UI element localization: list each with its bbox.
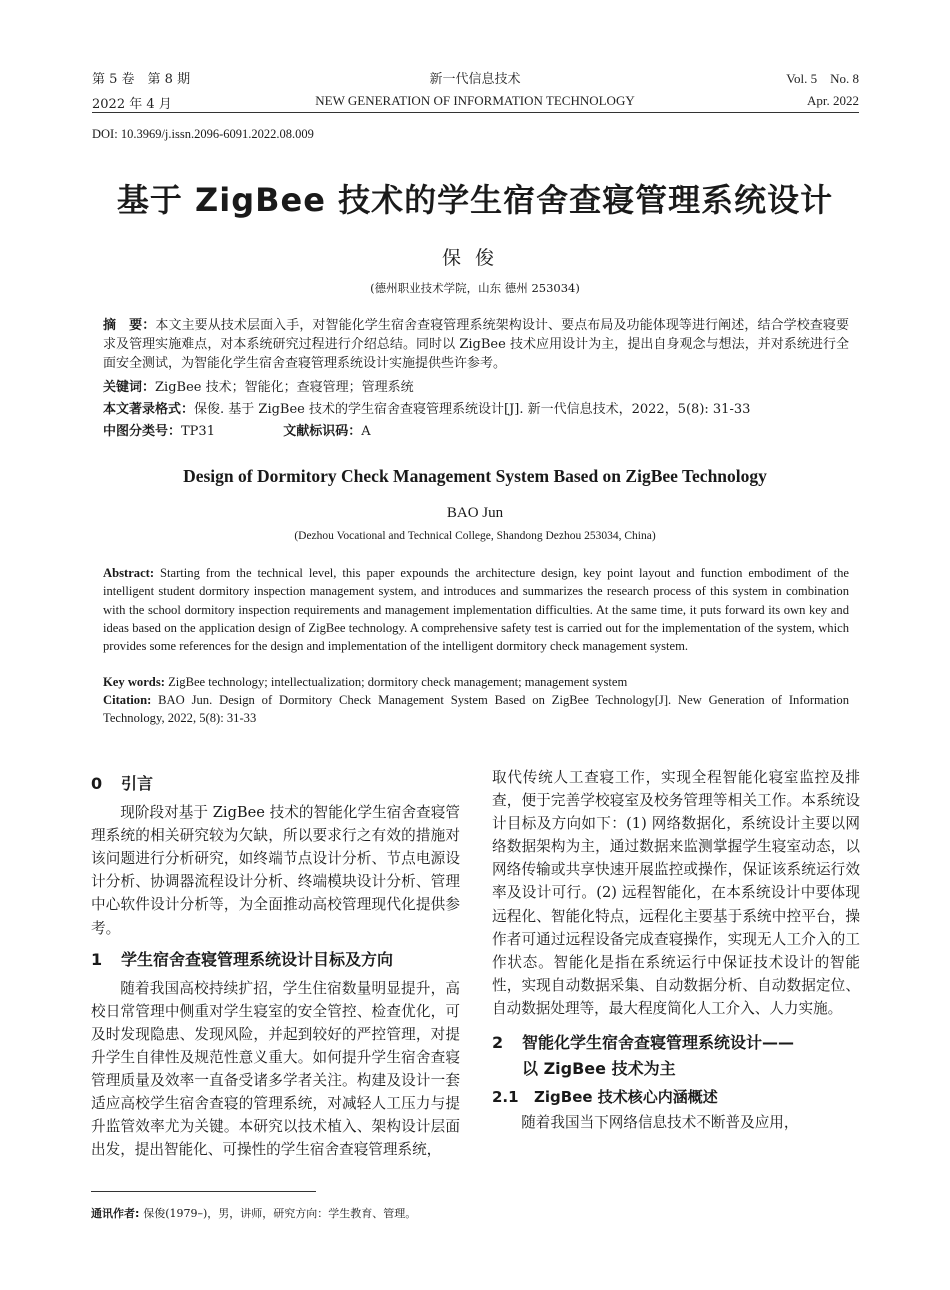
cn-keywords-label: 关键词： [103, 380, 156, 395]
header-date-cn: 2022 年 4 月 [92, 97, 172, 112]
section-2-1-title: ZigBee 技术核心内涵概述 [534, 1088, 718, 1107]
footnote-label: 通讯作者: [91, 1207, 144, 1220]
cn-citation-label: 本文著录格式： [103, 402, 195, 417]
cn-keywords [103, 378, 849, 397]
header-vol-no: Vol. 5 No. 8 [786, 71, 859, 86]
left-column [91, 772, 460, 1162]
header-volume-issue: 第 5 卷 第 8 期 [92, 72, 191, 87]
footnote-rule [91, 1191, 316, 1192]
cn-citation-text: 保俊. 基于 ZigBee 技术的学生宿舍查寝管理系统设计[J]. 新一代信息技术，2022，5(8): 31-33 [194, 402, 751, 417]
clc-value: TP31 [181, 424, 215, 439]
section-1-number: 1 [91, 949, 103, 969]
doi: DOI: 10.3969/j.issn.2096-6091.2022.08.009 [92, 127, 314, 141]
en-abstract [103, 564, 849, 655]
section-0-heading [91, 772, 460, 795]
en-author: BAO Jun [446, 505, 504, 521]
doc-code-value: A [361, 424, 371, 439]
section-0-number: 0 [91, 774, 103, 793]
right-column [492, 766, 860, 1134]
section-2-heading [492, 1030, 860, 1082]
cn-abstract-label: 摘 要： [103, 318, 156, 333]
author-affiliation: (德州职业技术学院，山东 德州 253034) [370, 281, 580, 295]
en-affiliation: (Dezhou Vocational and Technical College, Shandong Dezhou 253034, China) [294, 530, 656, 542]
section-0-paragraph: 现阶段对基于 ZigBee 技术的智能化学生宿舍查寝管理系统的相关研究较为欠缺，所以要求行之有效的措施对该问题进行分析研究，如终端节点设计分析、节点电源设计分析、协调器流程设计分析、终端模块设计分析、管理中心软件设计分析等，为全面推动高校管理现代化提供参考。 [91, 804, 460, 937]
section-2-1-heading [492, 1086, 860, 1109]
en-title: Design of Dormitory Check Management System Based on ZigBee Technology [183, 466, 767, 486]
section-2-title-line2: 以 ZigBee 技术为主 [522, 1059, 676, 1079]
clc-label: 中图分类号： [103, 424, 182, 439]
section-0-title: 引言 [121, 774, 154, 793]
en-abstract-text: Starting from the technical level, this paper expounds the architecture design, key point layout and function embodiment of the intelligent student dormitory inspection management system, and introduces and summarizes the research process of this system in combination with the school dormitory inspection requirements and management implementation difficulties. At the same time, it puts forward its own key and ideas based on the application design of ZigBee technology. A comprehensive safety test is carried out for the implementation of the system, which provides some references for the design and implementation of the intelligent dormitory check management system. [103, 566, 849, 654]
section-2-1-paragraph: 随着我国当下网络信息技术不断普及应用， [521, 1114, 799, 1132]
en-keywords-label: Key words: [103, 675, 165, 689]
section-2-number: 2 [492, 1033, 504, 1053]
author-name: 保俊 [441, 247, 508, 269]
en-abstract-label: Abstract: [103, 566, 155, 580]
cn-keywords-text: ZigBee 技术；智能化；查寝管理；管理系统 [155, 380, 414, 395]
paper-title: 基于 ZigBee 技术的学生宿舍查寝管理系统设计 [116, 181, 834, 219]
section-1-heading [91, 948, 460, 971]
right-column-paragraph: 取代传统人工查寝工作，实现全程智能化寝室监控及排查，便于完善学校寝室及校务管理等相关工作。本系统设计目标及方向如下：(1) 网络数据化，系统设计主要以网络数据架构为主，通过数据来监测掌握学生寝室动态，以网络传输或共享快速开展监控或操作，保证该系统运行效率及设计可行。(2) 远程智能化，在本系统设计中要体现远程化、智能化特点，远程化主要基于系统中控平台，操作者可通过远程设备完成查寝操作，实现无人工介入的工作状态。智能化是指在系统运行中保证技术设计的智能性，实现自动数据采集、自动数据分析、自动数据定位、自动数据处理等，最大程度简化人工介入、人力实施。 [492, 769, 860, 1017]
footnote [91, 1205, 416, 1221]
section-1-title: 学生宿舍查寝管理系统设计目标及方向 [121, 949, 394, 969]
doc-code-label: 文献标识码： [283, 424, 362, 439]
section-2-title-line1: 智能化学生宿舍查寝管理系统设计—— [522, 1033, 795, 1053]
cn-classification [103, 422, 849, 441]
section-2-1-number: 2.1 [492, 1088, 519, 1107]
header-date-en: Apr. 2022 [807, 93, 859, 108]
footnote-text: 保俊(1979–)，男，讲师，研究方向：学生教育、管理。 [143, 1207, 417, 1220]
en-citation [103, 691, 849, 728]
en-keywords-text: ZigBee technology; intellectualization; dormitory check management; management system [168, 675, 628, 689]
en-citation-label: Citation: [103, 693, 152, 707]
header-journal-en: NEW GENERATION OF INFORMATION TECHNOLOGY [315, 93, 635, 108]
en-keywords [103, 673, 849, 691]
en-citation-text: BAO Jun. Design of Dormitory Check Management System Based on ZigBee Technology[J]. New Generation of Information Technology, 2022, 5(8): 31-33 [103, 693, 849, 726]
cn-citation [103, 400, 849, 419]
cn-abstract-text: 本文主要从技术层面入手，对智能化学生宿舍查寝管理系统架构设计、要点布局及功能体现等进行阐述，结合学校查寝要求及管理实施难点，对本系统研究过程进行介绍总结。同时以 ZigBee 技术应用设计为主，提出自身观念与想法，并对系统进行全面安全测试，为智能化学生宿舍查寝管理系统设计实施提供些许参考。 [103, 318, 849, 371]
header-journal-cn: 新一代信息技术 [429, 72, 521, 87]
section-1-paragraph: 随着我国高校持续扩招，学生住宿数量明显提升，高校日常管理中侧重对学生寝室的安全管控、检查优化，可及时发现隐患、发现风险，并起到较好的严控管理，对提升学生自律性及规范性意义重大。如何提升学生宿舍查寝管理质量及效率一直备受诸多学者关注。构建及设计一套适应高校学生宿舍查寝的管理系统，对减轻人工压力与提升监管效率尤为关键。本研究以技术植入、架构设计层面出发，提出智能化、可操性的学生宿舍查寝管理系统， [91, 979, 460, 1159]
cn-abstract [103, 316, 849, 373]
header-rule [92, 112, 859, 113]
